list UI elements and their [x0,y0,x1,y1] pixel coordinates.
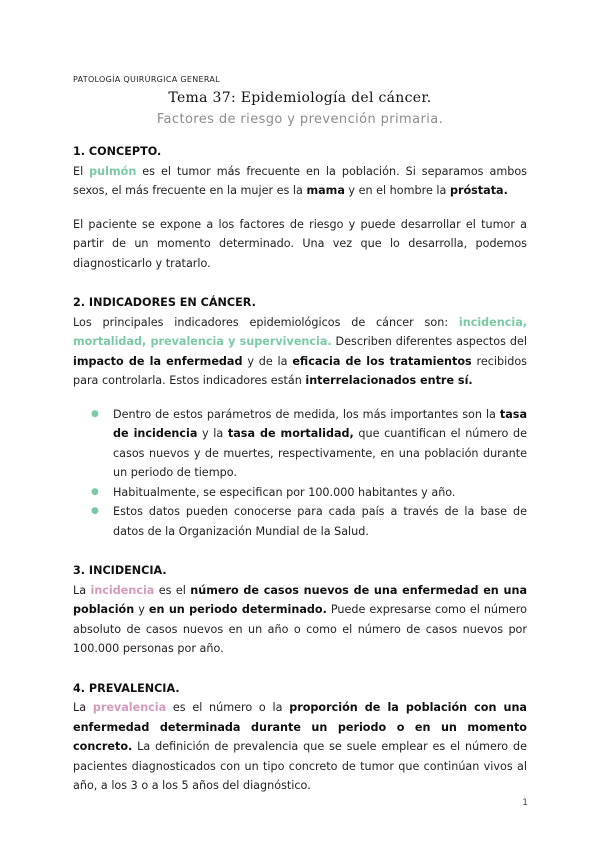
list-item [73,502,527,541]
bullet-dot-icon: ● [91,506,99,516]
text-run: es el tumor más frecuente en la población. Si separamos ambos sexos, el más frecuente en la mujer es la [73,164,528,197]
section-heading-indicadores: 2. INDICADORES EN CÁNCER. [73,296,256,309]
bold-term: mama [306,184,345,197]
text-run: y la [197,427,228,440]
text-run: El [73,164,90,178]
highlight-term: incidencia, mortalidad, prevalencia y supervivencia. [73,315,527,348]
bullet-list [73,405,527,542]
text-run: que cuantifican el número de casos nuevos y de muertes, respectivamente, en una población durante un periodo de tiempo. [113,427,527,479]
text-run: Puede expresarse como el número absoluto de casos nuevos en un año o como el número de casos nuevos por 100.000 personas por año. [73,603,528,655]
text-run: Los principales indicadores epidemiológicos de cáncer son: [73,315,459,329]
text-run: y de la [242,354,293,368]
highlight-term: pulmón [89,164,137,178]
text-run: La definición de prevalencia que se suele emplear es el número de pacientes diagnosticados con un tipo concreto de tumor que continúan vivos al año, a los 3 o a los 5 años del diagnóstico. [73,740,527,792]
text-run: y [134,603,149,616]
paragraph [73,313,527,391]
section-heading-concepto: 1. CONCEPTO. [73,145,162,158]
highlight-term: prevalencia [92,701,167,714]
text-run: Estos datos pueden conocerse para cada país a través de la base de datos de la Organización Mundial de la Salud. [113,505,527,538]
bold-term: tasa de mortalidad, [227,427,354,440]
document-subtitle: Factores de riesgo y prevención primaria. [156,112,444,127]
page-number: 1 [522,798,528,808]
bold-term: proporción de la población con una enfermedad determinada durante un periodo o en un momento concreto. [73,701,527,753]
document-body [73,142,527,796]
text-run: Dentro de estos parámetros de medida, los más importantes son la [113,407,500,421]
bold-term: número de casos nuevos de una enfermedad en una población [73,583,527,616]
document-title: Tema 37: Epidemiología del cáncer. [168,90,432,106]
list-item [73,405,527,483]
paragraph [73,581,527,659]
bold-term: interrelacionados entre sí. [305,374,473,387]
text-run: La [73,701,93,714]
text-run: es el número o la [166,701,290,714]
bold-term: eficacia de los tratamientos [292,354,472,368]
bold-term: próstata. [449,184,508,197]
text-run: Habitualmente, se especifican por 100.000 habitantes y año. [113,485,456,499]
text-run: y en el hombre la [344,184,450,197]
list-item [73,483,527,503]
paragraph [73,698,527,796]
text-run: La [73,583,91,597]
bullet-dot-icon: ● [91,408,99,419]
text-run: es el [154,583,191,597]
bold-term: tasa de incidencia [113,407,527,440]
paragraph [73,162,527,201]
bold-term: impacto de la enfermedad [73,354,243,368]
section-heading-prevalencia: 4. PREVALENCIA. [73,681,180,695]
running-header: PATOLOGÍA QUIRÚRGICA GENERAL [73,75,220,84]
text-run: Describen diferentes aspectos del [331,335,527,348]
highlight-term: incidencia [90,583,155,597]
text-run: recibidos para controlarla. Estos indicadores están [73,354,527,387]
paragraph: El paciente se expone a los factores de riesgo y puede desarrollar el tumor a partir de un momento determinado. Una vez que lo desarrolla, podemos diagnosticarlo y tratarlo. [73,217,527,270]
section-heading-incidencia: 3. INCIDENCIA. [73,564,167,577]
bold-term: en un periodo determinado. [148,603,327,616]
bullet-dot-icon: ● [91,486,99,497]
